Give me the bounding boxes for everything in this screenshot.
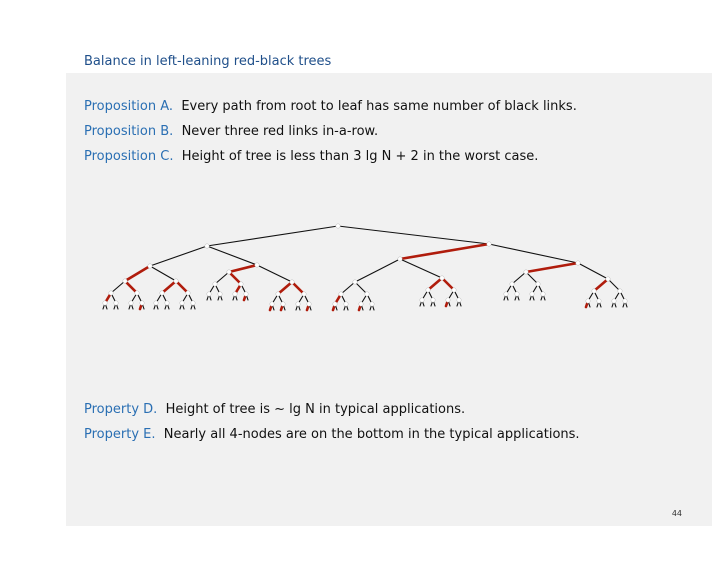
tree-node (365, 292, 369, 296)
tree-node (440, 276, 444, 280)
tree-node (398, 257, 402, 261)
tree-node (541, 292, 545, 296)
black-link (512, 272, 526, 284)
tree-node (180, 301, 184, 305)
proposition-a-text: Every path from root to leaf has same number of black links. (181, 99, 577, 114)
proposition-b-text: Never three red links in-a-row. (181, 124, 379, 139)
red-link (442, 278, 454, 290)
tree-node (109, 291, 113, 295)
tree-node (336, 224, 340, 228)
tree-node (370, 302, 374, 306)
red-link (526, 263, 578, 272)
tree-node (281, 302, 285, 306)
tree-node (239, 282, 243, 286)
tree-node (140, 301, 144, 305)
black-link (150, 266, 176, 281)
tree-node (457, 298, 461, 302)
red-link (428, 278, 442, 290)
red-link (162, 281, 176, 293)
red-link (292, 282, 304, 294)
tree-node (597, 299, 601, 303)
tree-node (504, 292, 508, 296)
black-link (355, 259, 400, 282)
black-link (150, 246, 207, 266)
slide-title: Balance in left-leaning red-black trees (84, 54, 332, 69)
tree-node (487, 242, 491, 246)
tree-node (191, 301, 195, 305)
tree-node (207, 292, 211, 296)
tree-node (515, 292, 519, 296)
black-link (207, 226, 338, 246)
tree-node (452, 288, 456, 292)
black-link (341, 282, 355, 294)
tree-node (302, 292, 306, 296)
tree-node (154, 301, 158, 305)
black-link (578, 263, 608, 279)
proposition-a-label: Proposition A. (84, 99, 174, 114)
tree-node (339, 292, 343, 296)
tree-node (103, 301, 107, 305)
tree-node (344, 302, 348, 306)
black-link (111, 281, 125, 293)
black-link (608, 279, 620, 291)
black-link (400, 259, 442, 278)
tree-node (592, 289, 596, 293)
tree-node (353, 280, 357, 284)
red-link (176, 281, 188, 293)
tree-node (612, 299, 616, 303)
tree-node (618, 289, 622, 293)
tree-node (576, 261, 580, 265)
tree-node (186, 291, 190, 295)
tree-nodes (103, 224, 627, 306)
tree-node (213, 282, 217, 286)
red-link (400, 244, 489, 259)
tree-node (623, 299, 627, 303)
tree-node (123, 279, 127, 283)
black-link (355, 282, 367, 294)
tree-node (233, 292, 237, 296)
red-link (229, 272, 241, 284)
property-e-label: Property E. (84, 427, 156, 442)
tree-node (205, 244, 209, 248)
tree-node (359, 302, 363, 306)
tree-node (606, 277, 610, 281)
tree-node (426, 288, 430, 292)
red-link (125, 281, 137, 293)
tree-node (114, 301, 118, 305)
tree-node (431, 298, 435, 302)
red-link (594, 279, 608, 291)
tree-node (586, 299, 590, 303)
tree-node (165, 301, 169, 305)
property-d-text: Height of tree is ~ lg N in typical applications. (165, 402, 466, 417)
tree-node (218, 292, 222, 296)
tree-node (420, 298, 424, 302)
proposition-b-label: Proposition B. (84, 124, 174, 139)
tree-node (244, 292, 248, 296)
property-d-label: Property D. (84, 402, 158, 417)
black-link (207, 246, 257, 265)
black-link (489, 244, 578, 263)
black-link (257, 265, 292, 282)
black-link (215, 272, 229, 284)
tree-edges (103, 226, 627, 310)
tree-node (129, 301, 133, 305)
tree-node (446, 298, 450, 302)
tree-node (333, 302, 337, 306)
tree-node (510, 282, 514, 286)
red-link (125, 266, 150, 281)
black-link (338, 226, 489, 244)
tree-node (530, 292, 534, 296)
page-number: 44 (671, 509, 682, 518)
tree-node (307, 302, 311, 306)
black-link (526, 272, 538, 284)
tree-node (524, 270, 528, 274)
red-link (229, 265, 257, 272)
tree-node (135, 291, 139, 295)
tree-node (276, 292, 280, 296)
tree-node (160, 291, 164, 295)
tree-node (536, 282, 540, 286)
tree-node (270, 302, 274, 306)
red-link (278, 282, 292, 294)
tree-node (148, 264, 152, 268)
tree-node (296, 302, 300, 306)
proposition-c-text: Height of tree is less than 3 lg N + 2 in the worst case. (181, 149, 539, 164)
tree-node (174, 279, 178, 283)
proposition-c-label: Proposition C. (84, 149, 174, 164)
tree-node (227, 270, 231, 274)
property-e-text: Nearly all 4-nodes are on the bottom in the typical applications. (163, 427, 580, 442)
tree-node (290, 280, 294, 284)
tree-node (255, 263, 259, 267)
